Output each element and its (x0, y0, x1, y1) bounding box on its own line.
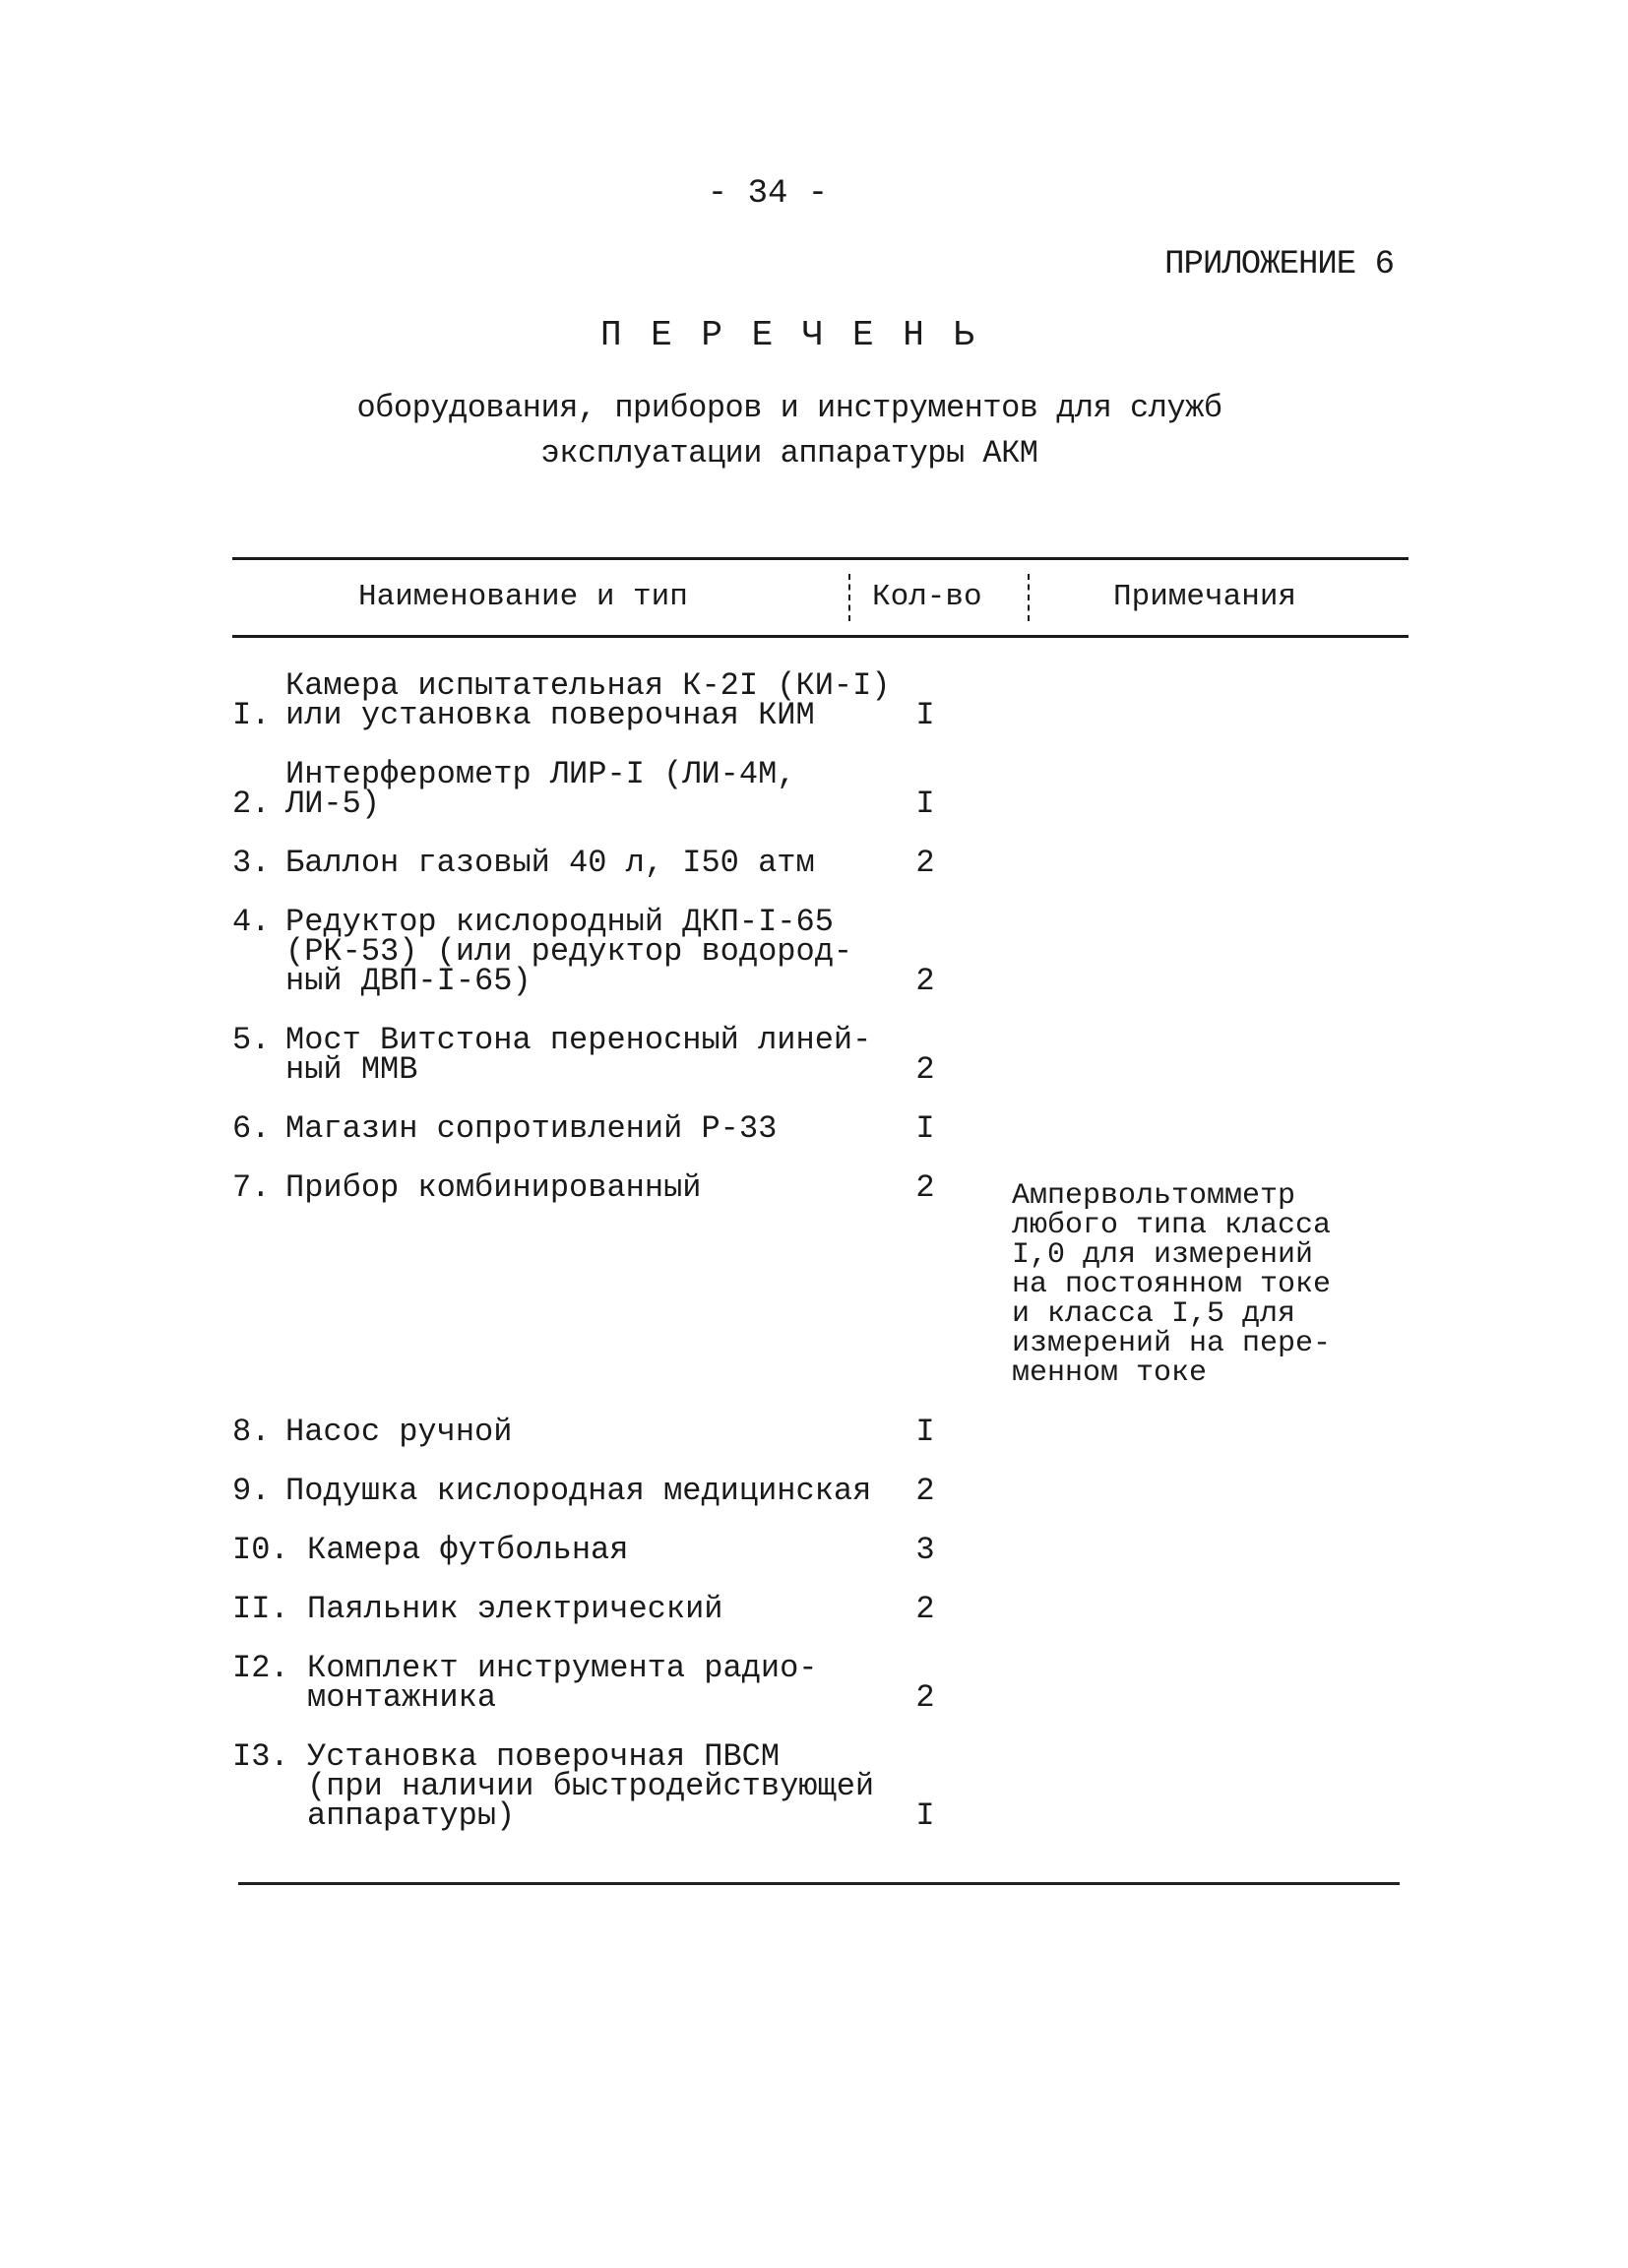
row-number: II. (232, 1591, 289, 1627)
row-quantity: I (915, 697, 935, 733)
row-quantity: 2 (915, 845, 935, 881)
table-row (232, 1022, 1409, 1114)
table-row (232, 1169, 1409, 1418)
row-note: Ампервольтомметр любого типа класса I,0 для измерений на постоянном токе и класса I,5 для измерений на пере- менном токе (1012, 1179, 1332, 1390)
row-quantity: 3 (915, 1532, 935, 1568)
row-name: Камера испытательная К-2I (КИ-I) или установка поверочная КИМ (285, 667, 891, 733)
row-quantity: I (915, 1797, 935, 1834)
equipment-table (232, 557, 1409, 1885)
table-bottom-rule (238, 1882, 1400, 1885)
row-name: Баллон газовый 40 л, I50 атм (285, 845, 815, 881)
row-number: 6. (232, 1110, 271, 1147)
row-quantity: 2 (915, 1473, 935, 1509)
table-row (232, 904, 1409, 1026)
table-row (232, 756, 1409, 849)
page-number: - 34 - (707, 175, 829, 213)
header-name: Наименование и тип (358, 580, 688, 614)
subtitle-line-1: оборудования, приборов и инструментов для служб (356, 390, 1222, 426)
row-name: Комплект инструмента радио- монтажника (307, 1650, 818, 1716)
row-quantity: I (915, 1110, 935, 1147)
table-row (232, 1110, 1409, 1173)
header-quantity: Кол-во (872, 580, 982, 614)
table-header (232, 560, 1409, 635)
row-number: 3. (232, 845, 271, 881)
header-separator-2 (1028, 574, 1030, 621)
row-name: Камера футбольная (307, 1532, 629, 1568)
table-body (232, 638, 1409, 1860)
row-name: Насос ручной (285, 1414, 513, 1450)
row-name: Установка поверочная ПВСМ (при наличии быстродействующей аппаратуры) (307, 1738, 875, 1834)
table-row (232, 667, 1409, 760)
row-name: Паяльник электрический (307, 1591, 723, 1627)
row-name: Прибор комбинированный (285, 1169, 702, 1206)
row-number: I0. (232, 1532, 289, 1568)
row-number: I3. (232, 1738, 289, 1775)
row-name: Подушка кислородная медицинская (285, 1473, 872, 1509)
table-row (232, 1738, 1409, 1860)
row-name: Мост Витстона переносный линей- ный ММВ (285, 1022, 872, 1088)
row-quantity: 2 (915, 1169, 935, 1206)
row-quantity: 2 (915, 1051, 935, 1088)
document-title: П Е Р Е Ч Е Н Ь (599, 315, 979, 355)
row-quantity: I (915, 1414, 935, 1450)
header-separator-1 (848, 574, 850, 621)
subtitle-line-2: эксплуатации аппаратуры АКМ (540, 435, 1038, 472)
row-number: I. (232, 697, 271, 733)
row-number: I2. (232, 1650, 289, 1686)
row-quantity: I (915, 786, 935, 822)
table-row (232, 1473, 1409, 1536)
table-row (232, 1532, 1409, 1595)
table-row (232, 845, 1409, 908)
row-quantity: 2 (915, 1679, 935, 1716)
row-quantity: 2 (915, 963, 935, 999)
header-notes: Примечания (1113, 580, 1297, 614)
row-number: 8. (232, 1414, 271, 1450)
document-subtitle (0, 386, 1579, 476)
row-number: 7. (232, 1169, 271, 1206)
row-number: 2. (232, 786, 271, 822)
row-name: Интерферометр ЛИР-I (ЛИ-4М, ЛИ-5) (285, 756, 796, 822)
row-quantity: 2 (915, 1591, 935, 1627)
appendix-label: ПРИЛОЖЕНИЕ 6 (1164, 246, 1394, 284)
table-row (232, 1591, 1409, 1654)
table-row (232, 1414, 1409, 1477)
row-name: Редуктор кислородный ДКП-I-65 (РК-53) (или редуктор водород- ный ДВП-I-65) (285, 904, 853, 999)
row-number: 5. (232, 1022, 271, 1058)
row-number: 9. (232, 1473, 271, 1509)
table-row (232, 1650, 1409, 1742)
row-number: 4. (232, 904, 271, 940)
row-name: Магазин сопротивлений Р-33 (285, 1110, 778, 1147)
